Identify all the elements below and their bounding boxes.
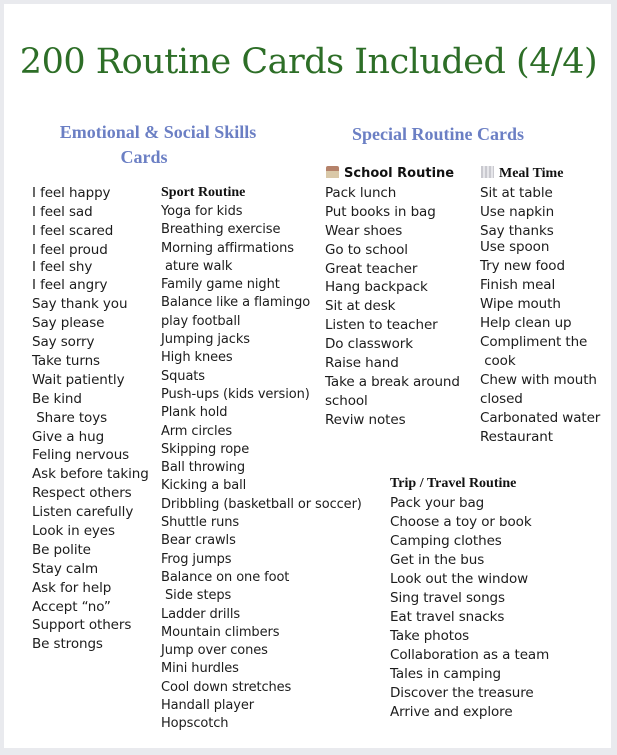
list-item: Take a break around (325, 373, 460, 390)
list-item: ature walk (161, 258, 233, 274)
list-item: Give a hug (32, 428, 105, 445)
list-item: Take photos (390, 628, 470, 644)
list-item: I feel sad (32, 203, 93, 220)
list-item: Share toys (32, 409, 108, 426)
list-item: Kicking a ball (161, 478, 247, 494)
list-item: cook (480, 353, 516, 369)
list-item: Plank hold (161, 405, 228, 421)
list-item: Discover the treasure (390, 685, 534, 701)
list-item: I feel scared (32, 222, 114, 239)
list-item: Balance like a flamingo (161, 295, 311, 311)
list-item: Jumping jacks (161, 332, 250, 348)
list-item: Morning affirmations (161, 240, 294, 256)
list-item: Take turns (32, 353, 100, 370)
list-item: Listen to teacher (325, 317, 438, 334)
list-item: Wait patiently (32, 371, 125, 388)
list-item: Feling nervous (32, 447, 130, 464)
list-item: Tales in camping (390, 666, 501, 682)
list-item: Look in eyes (32, 523, 115, 540)
list-item: Collaboration as a team (390, 647, 550, 663)
meal-icon (481, 166, 494, 178)
list-item: Squats (161, 368, 205, 384)
list-item: Wear shoes (325, 222, 403, 239)
list-item: Restaurant (480, 429, 553, 445)
list-item: Raise hand (325, 355, 399, 372)
list-item: play football (161, 313, 241, 329)
list-item: Respect others (32, 485, 132, 502)
list-item: Listen carefully (32, 504, 134, 521)
list-item: I feel proud (32, 241, 108, 258)
list-item: Stay calm (32, 560, 99, 577)
list-item: Family game night (161, 277, 280, 293)
list-item: Bear crawls (161, 533, 236, 549)
list-item: Chew with mouth (480, 372, 597, 388)
trip-list (390, 494, 549, 722)
list-item: Arrive and explore (390, 704, 513, 720)
list-item: Yoga for kids (161, 204, 243, 219)
emotional-heading-line1: Emotional & Social Skills (59, 122, 257, 142)
list-item: Frog jumps (161, 551, 232, 567)
list-item: Choose a toy or book (390, 514, 532, 530)
list-item: I feel shy (32, 258, 93, 275)
list-item: Arm circles (161, 423, 233, 439)
list-item: Cool down stretches (161, 679, 292, 695)
list-item: Camping clothes (390, 533, 502, 549)
list-item: Ball throwing (161, 460, 246, 476)
list-item: Say thanks (480, 223, 554, 239)
list-item: Ask for help (32, 579, 112, 596)
special-section-heading: Special Routine Cards (351, 124, 524, 144)
page-title: 200 Routine Cards Included (4/4) (19, 42, 598, 82)
list-item: Dribbling (basketball or soccer) (161, 496, 362, 512)
list-item: Great teacher (325, 260, 418, 277)
list-item: Support others (32, 617, 132, 634)
list-item: High knees (161, 350, 233, 366)
list-item: Get in the bus (390, 552, 485, 568)
trip-routine-heading: Trip / Travel Routine (390, 476, 517, 491)
meal-time-heading (481, 166, 563, 182)
list-item: Handall player (161, 698, 255, 714)
list-item: Jump over cones (161, 643, 268, 659)
list-item: Sit at desk (325, 298, 396, 315)
meal-time-heading-label: Meal Time (499, 166, 564, 181)
list-item: Help clean up (480, 315, 572, 331)
list-item: Pack your bag (390, 495, 485, 511)
list-item: Ladder drills (161, 606, 241, 622)
list-item: Shuttle runs (161, 515, 240, 531)
sport-routine-heading: Sport Routine (161, 185, 246, 200)
list-item: Be kind (32, 390, 82, 407)
emotional-list (32, 184, 149, 654)
list-item: Side steps (161, 588, 232, 604)
list-item: Reviw notes (325, 411, 406, 428)
list-item: Mountain climbers (161, 624, 280, 640)
list-item: Sing travel songs (390, 590, 505, 606)
list-item: Be strongs (32, 636, 103, 653)
list-item: Carbonated water (480, 410, 601, 426)
school-icon (326, 166, 339, 178)
list-item: Say thank you (32, 296, 128, 313)
list-item: Hang backpack (325, 279, 428, 296)
list-item: Say sorry (32, 334, 95, 351)
list-item: Look out the window (390, 571, 529, 587)
school-list (325, 184, 460, 430)
list-item: Go to school (325, 241, 408, 258)
meal-list (480, 184, 600, 447)
school-routine-heading (326, 166, 454, 181)
list-item: Be polite (32, 541, 91, 558)
list-item: Hopscotch (161, 716, 229, 732)
list-item: Balance on one foot (161, 569, 290, 585)
list-item: Compliment the (480, 334, 588, 350)
list-item: Try new food (480, 258, 565, 274)
list-item: I feel angry (32, 277, 108, 294)
school-routine-heading-label: School Routine (344, 166, 455, 181)
list-item: Wipe mouth (480, 296, 561, 312)
list-item: Ask before taking (32, 466, 149, 483)
list-item: Use spoon (480, 239, 550, 255)
emotional-section-heading (20, 120, 296, 170)
list-item: Breathing exercise (161, 222, 281, 238)
list-item: I feel happy (32, 185, 111, 201)
list-item: Sit at table (480, 185, 553, 201)
emotional-heading-line2: Cards (120, 147, 168, 167)
list-item: school (325, 392, 368, 409)
list-item: Put books in bag (325, 203, 436, 220)
list-item: Skipping rope (161, 441, 250, 457)
list-item: Eat travel snacks (390, 609, 505, 625)
list-item: Use napkin (480, 204, 555, 220)
list-item: Mini hurdles (161, 661, 239, 677)
list-item: Pack lunch (325, 185, 397, 201)
list-item: Say please (32, 315, 105, 332)
list-item: Do classwork (325, 336, 413, 353)
list-item: Push-ups (kids version) (161, 386, 310, 402)
list-item: Finish meal (480, 277, 556, 293)
list-item: closed (480, 391, 523, 407)
list-item: Accept “no” (32, 598, 111, 615)
